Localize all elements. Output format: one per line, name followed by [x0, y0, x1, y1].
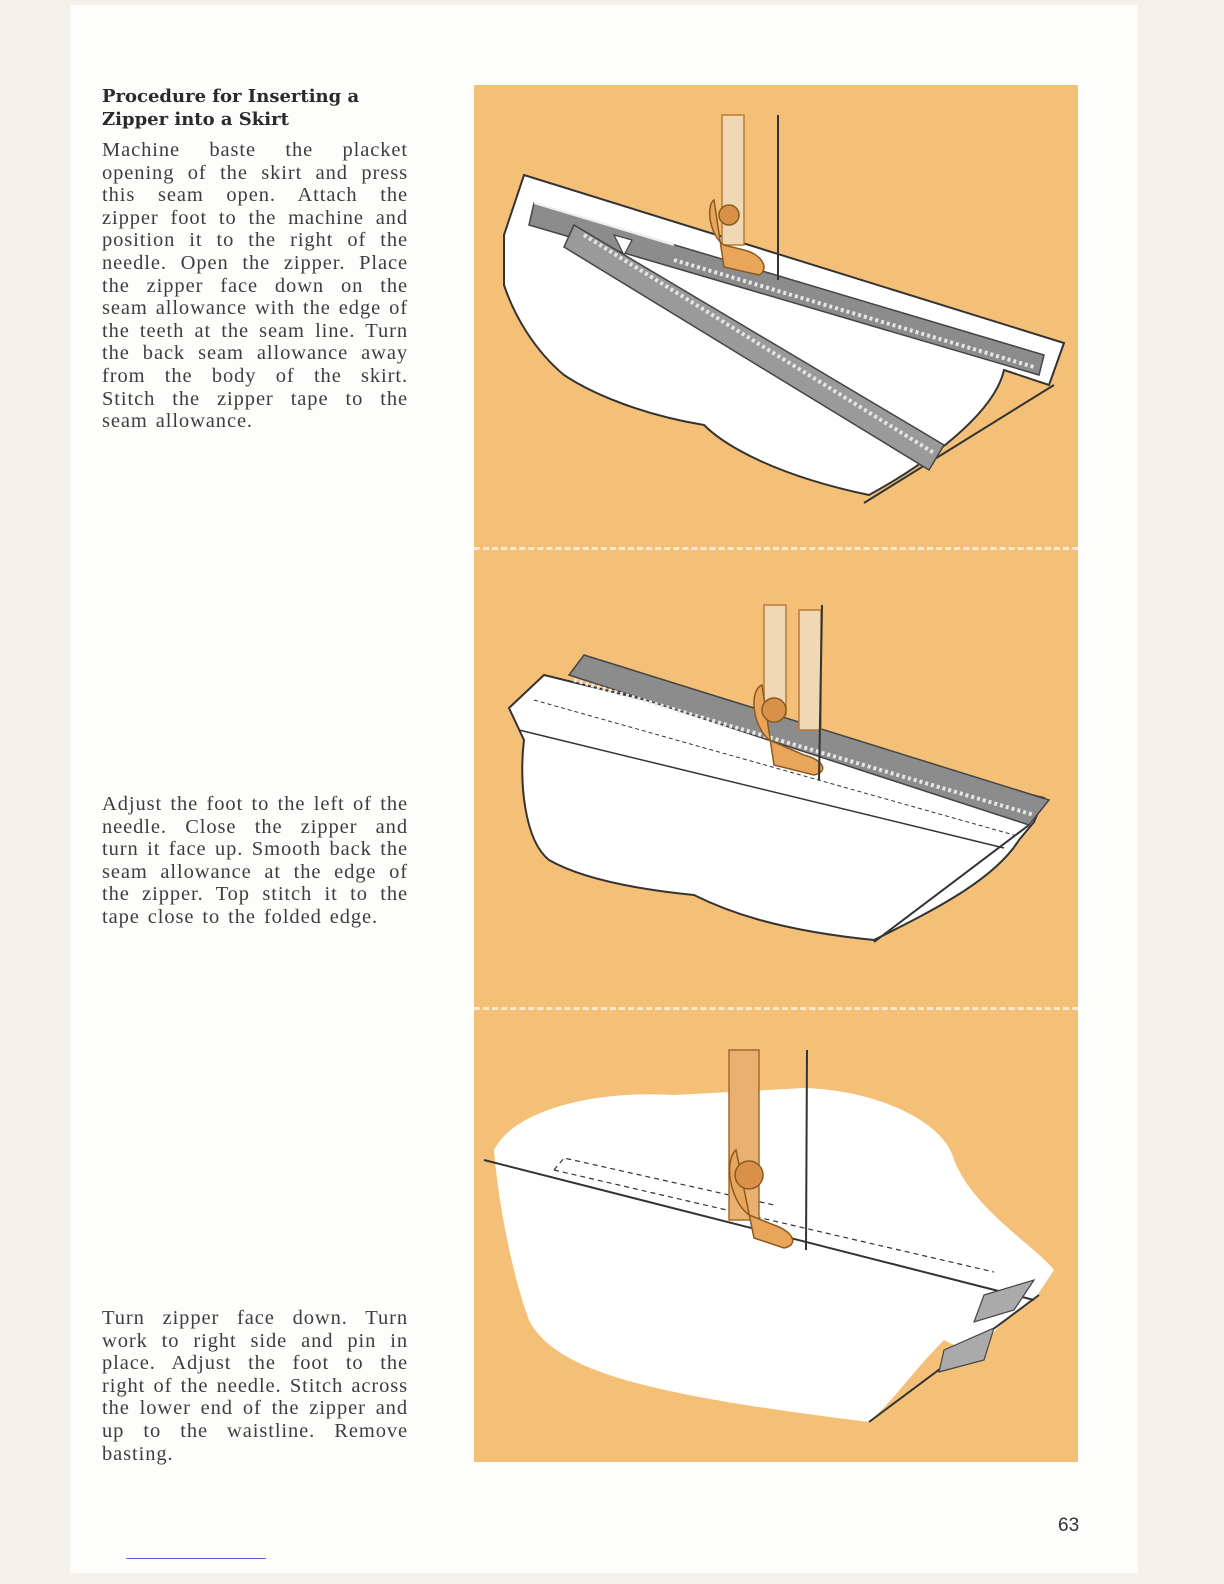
step-1-text: Machine baste the placket opening of the skirt and press this seam open. Attach the zipper foot to the machine and position it to the right of the needle. Open the zipper. Place the zipper face down on the seam allowance with the edge of the teeth at the seam line. Turn the back seam allowance away from the body of the skirt. Stitch the zipper tape to the seam allowance.: [102, 139, 409, 433]
step-2-text: Adjust the foot to the left of the needle. Close the zipper and turn it face up. Smooth back the seam allowance at the edge of the zipper. Top stitch it to the tape close to the folded edge.: [102, 793, 408, 928]
zipper-top-stitched-illustration: [474, 550, 1078, 1005]
section-heading: Procedure for Inserting a Zipper into a Skirt: [102, 86, 360, 130]
footer-rule: [126, 1558, 266, 1559]
manual-page: [70, 5, 1138, 1573]
zipper-stitched-to-seam-allowance-illustration: [474, 85, 1078, 545]
page-number: 63: [1058, 1515, 1080, 1536]
step-3-text: Turn zipper face down. Turn work to right side and pin in place. Adjust the foot to the right of the needle. Stitch across the lower end of the zipper and up to the waistline. Remove basting.: [102, 1307, 408, 1465]
zipper-lower-end-stitched-illustration: [474, 1010, 1078, 1462]
